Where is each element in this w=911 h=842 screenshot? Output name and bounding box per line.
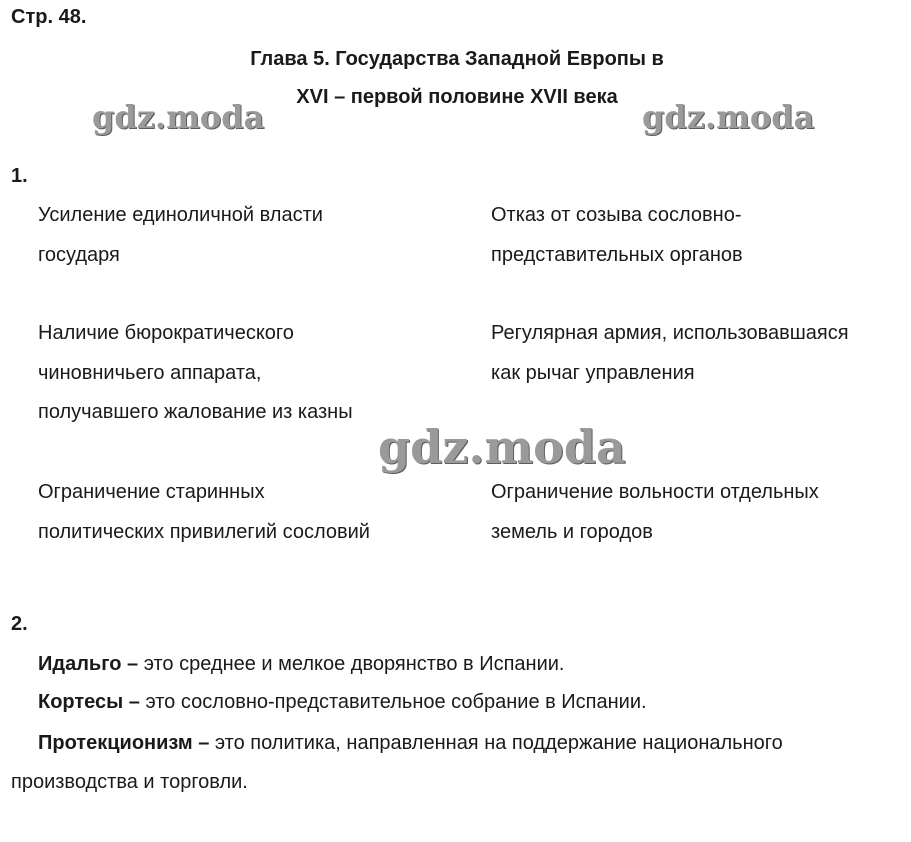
feature-line: получавшего жалование из казны (38, 401, 353, 423)
feature-line: Наличие бюрократического (38, 322, 294, 344)
feature-cell (38, 314, 353, 433)
definition-text: это политика, направленная на поддержание национального производства и торговли. (11, 732, 783, 793)
chapter-title-line1: Глава 5. Государства Западной Европы в (250, 48, 664, 70)
definition-term: Протекционизм – (38, 732, 210, 754)
feature-line: Усиление единоличной власти (38, 204, 323, 226)
feature-cell (38, 473, 370, 552)
feature-cell (491, 196, 743, 275)
feature-line: земель и городов (491, 520, 653, 543)
definition-paragraph (11, 645, 911, 684)
feature-line: политических привилегий сословий (38, 520, 370, 543)
chapter-title-line2: XVI – первой половине XVII века (296, 86, 618, 108)
task-2-number: 2. (11, 613, 28, 635)
definition-paragraph (11, 683, 911, 722)
watermark-logo-center: gdz.moda (378, 420, 626, 474)
definition-text: это сословно-представительное собрание в Испании. (139, 691, 647, 713)
feature-line: государя (38, 243, 120, 266)
feature-line: как рычаг управления (491, 361, 695, 384)
task-1-number: 1. (11, 165, 28, 187)
feature-line: Ограничение старинных (38, 481, 265, 503)
feature-line: Отказ от созыва сословно- (491, 204, 742, 226)
definition-text: это среднее и мелкое дворянство в Испании. (138, 653, 565, 675)
feature-line: Ограничение вольности отдельных (491, 481, 819, 503)
feature-cell (38, 196, 323, 275)
feature-line: Регулярная армия, использовавшаяся (491, 322, 849, 344)
watermark-logo-left: gdz.moda (92, 98, 265, 136)
definition-term: Идальго – (38, 653, 139, 675)
page-label: Стр. 48. (11, 6, 87, 28)
watermark-logo-right: gdz.moda (642, 98, 815, 136)
feature-line: представительных органов (491, 243, 743, 266)
feature-line: чиновничьего аппарата, (38, 361, 262, 384)
feature-cell (491, 314, 849, 393)
definition-term: Кортесы – (38, 691, 140, 713)
definition-paragraph (11, 724, 911, 802)
feature-cell (491, 473, 819, 552)
